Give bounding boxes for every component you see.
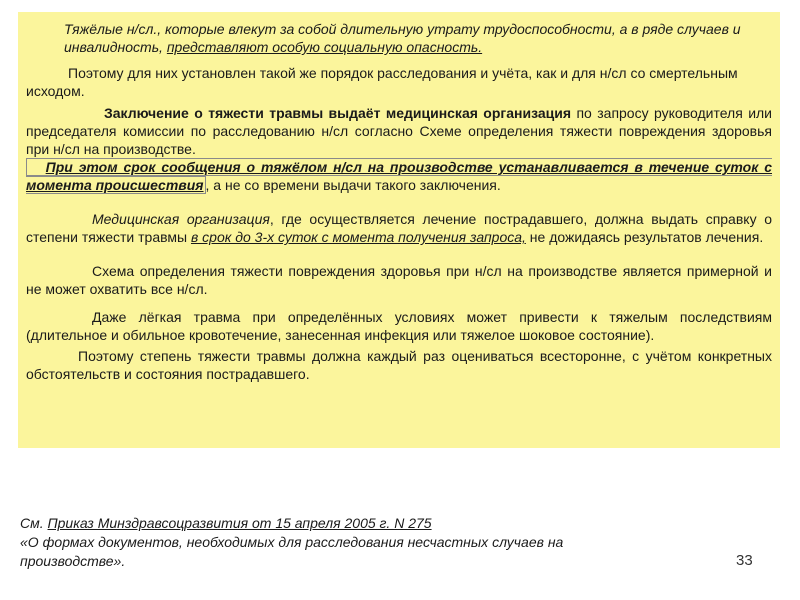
paragraph-medical-org [26,210,772,246]
reference-title: «О формах документов, необходимых для расследования несчастных случаев на производстве». [20,534,564,569]
medical-org-deadline: в срок до 3-х суток с момента получения запроса, [190,229,526,245]
paragraph-scheme: Схема определения тяжести повреждения здоровья при н/сл на производстве является примерной и не может охватить все н/сл. [26,263,772,297]
reference-footer [20,514,660,571]
paragraph-light-injury: Даже лёгкая травма при определённых условиях может привести к тяжелым последствиям (длительное и обильное кровотечение, занесенная инфекция или тяжелое шоковое состояние). [26,309,772,343]
paragraph-procedure: Поэтому для них установлен такой же порядок расследования и учёта, как и для н/сл со смертельным исходом. [26,65,738,99]
see-label: См. [20,515,48,531]
heavy-accidents-text: Тяжёлые н/сл., которые влекут за собой длительную утрату трудоспособности, а в ряде случаев и инвалидность, [64,21,741,55]
conclusion-bold-text: Заключение о тяжести травмы выдаёт медицинская организация [104,105,572,121]
paragraph-heavy-accidents [26,20,772,56]
conclusion-rest-text: по запросу руководителя или председателя комиссии по расследованию н/сл согласно Схеме определения тяжести повреждения здоровья при н/сл на производстве. [26,105,772,157]
order-reference: Приказ Минздравсоцразвития от 15 апреля 2005 г. N 275 [47,515,432,531]
medical-org-mid: , где осуществляется лечение пострадавшего, должна выдать справку о степени тяжести травмы [26,211,772,245]
page-number: 33 [736,552,753,569]
social-danger-text: представляют особую социальную опасность. [166,39,483,55]
medical-org-italic: Медицинская организация [92,211,270,227]
report-deadline-rest: , а не со времени выдачи такого заключения. [205,177,501,193]
paragraph-report-deadline [26,158,772,194]
content-panel [18,12,780,448]
medical-org-rest: не дожидаясь результатов лечения. [525,229,764,245]
report-deadline-emphasis: При этом срок сообщения о тяжёлом н/сл на производстве устанавливается в течение суток с момента происшествия [26,159,772,193]
paragraph-assessment: Поэтому степень тяжести травмы должна каждый раз оцениваться всесторонне, с учётом конкретных обстоятельств и состояния пострадавшего. [26,348,772,382]
paragraph-conclusion [26,104,772,158]
reference-line [20,514,660,533]
